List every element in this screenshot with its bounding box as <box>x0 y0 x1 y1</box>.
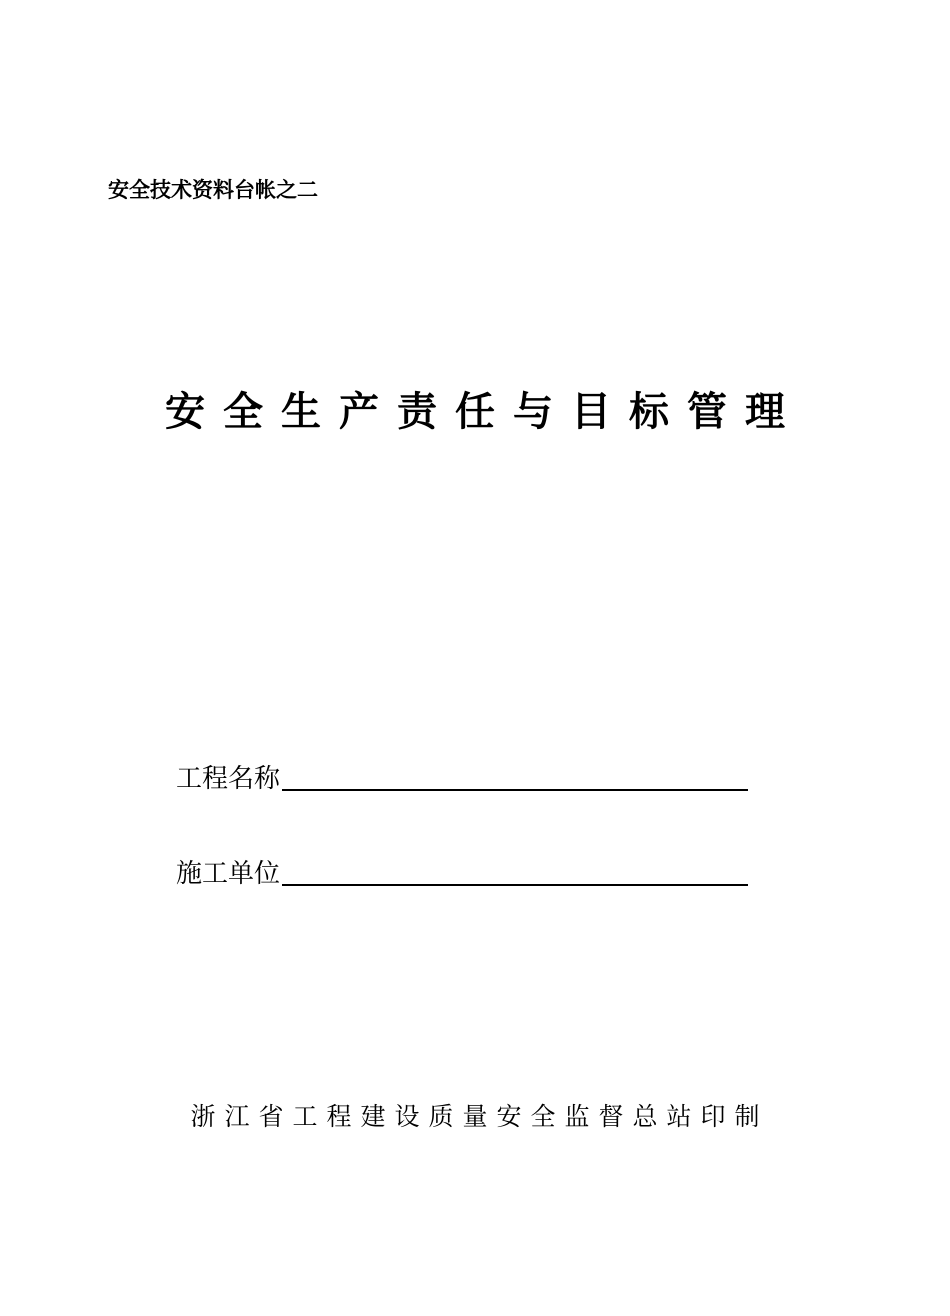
project-name-label: 工程名称 <box>176 764 281 794</box>
contractor-field <box>176 859 748 889</box>
publisher-text: 浙江省工程建设质量安全监督总站印制 <box>190 1102 769 1131</box>
series-label: 安全技术资料台帐之二 <box>108 178 318 202</box>
contractor-label: 施工单位 <box>176 859 281 889</box>
project-name-field <box>176 764 748 794</box>
page-title: 安全生产责任与目标管理 <box>165 389 803 435</box>
contractor-blank-line <box>282 884 748 886</box>
project-name-blank-line <box>282 789 748 791</box>
